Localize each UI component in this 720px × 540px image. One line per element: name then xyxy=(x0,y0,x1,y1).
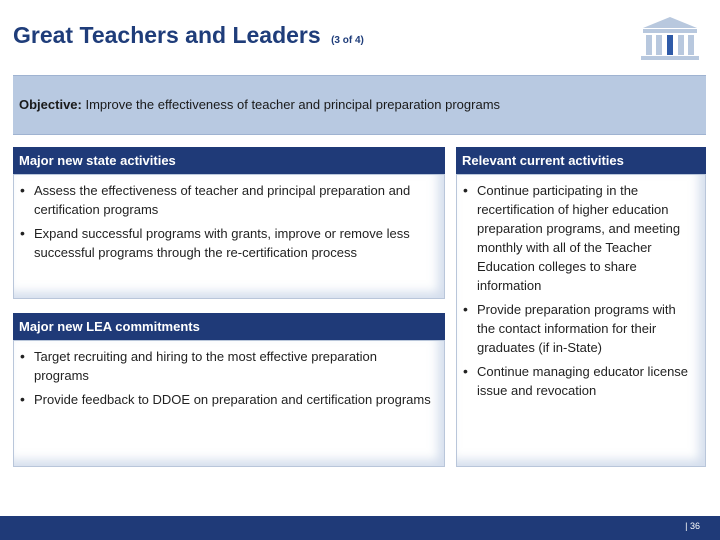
objective-banner xyxy=(13,75,706,135)
capitol-building-icon xyxy=(637,13,703,63)
page-title-main: Great Teachers and Leaders xyxy=(13,22,321,48)
footer-bar xyxy=(0,516,720,540)
page-title-sub: (3 of 4) xyxy=(331,35,364,46)
current-activities-box xyxy=(456,147,706,467)
page-title xyxy=(13,22,364,49)
objective-text: Improve the effectiveness of teacher and principal preparation programs xyxy=(85,97,501,112)
list-item: • Target recruiting and hiring to the most effective preparation programs xyxy=(14,347,434,385)
list-item: • Continue participating in the recertification of higher education preparation programs, and meeting monthly with all of the Teacher Education colleges to share information xyxy=(457,181,697,295)
objective-label: Objective: xyxy=(19,97,82,112)
current-activities-header: Relevant current activities xyxy=(456,147,706,174)
state-activities-box xyxy=(13,147,445,299)
lea-commitments-box xyxy=(13,313,445,467)
list-item: • Continue managing educator license issue and revocation xyxy=(457,362,697,400)
state-activities-list xyxy=(14,181,434,262)
lea-commitments-list xyxy=(14,347,434,409)
state-activities-header: Major new state activities xyxy=(13,147,445,174)
lea-commitments-header: Major new LEA commitments xyxy=(13,313,445,340)
list-item: • Provide feedback to DDOE on preparation and certification programs xyxy=(14,390,434,409)
list-item: • Expand successful programs with grants, improve or remove less successful programs through the re-certification process xyxy=(14,224,434,262)
list-item: • Provide preparation programs with the contact information for their graduates (if in-State) xyxy=(457,300,697,357)
list-item: • Assess the effectiveness of teacher and principal preparation and certification programs xyxy=(14,181,434,219)
current-activities-list xyxy=(457,181,697,400)
page-number: | 36 xyxy=(685,521,700,531)
